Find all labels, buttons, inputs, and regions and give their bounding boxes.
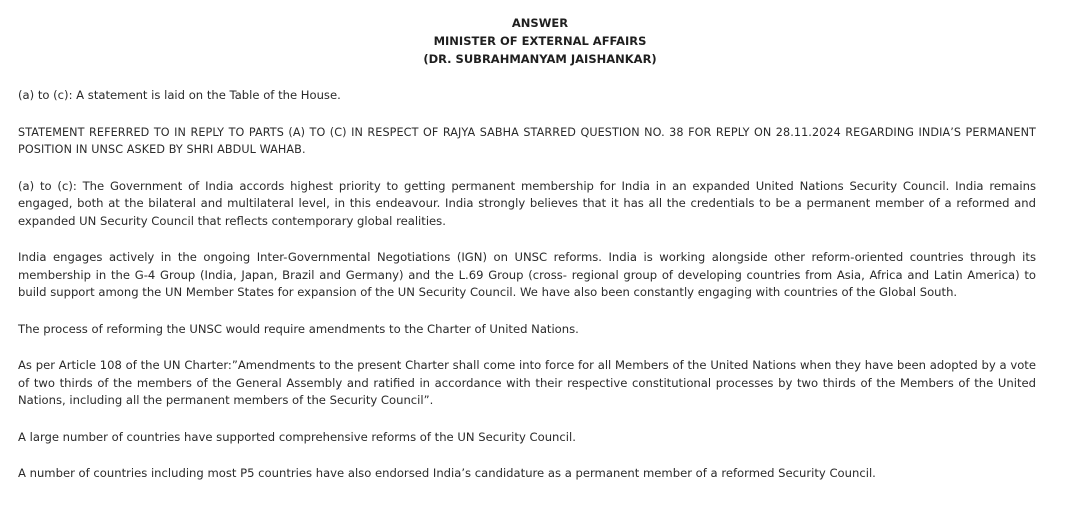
header-minister: MINISTER OF EXTERNAL AFFAIRS [433, 34, 647, 48]
header-minister-name: (DR. SUBRAHMANYAM JAISHANKAR) [423, 52, 657, 66]
answer-header [44, 14, 1036, 68]
body-paragraph-6: A number of countries including most P5 countries have also endorsed India’s candidature as a permanent member of a reformed Security Council. [18, 466, 876, 480]
body-paragraph-3: The process of reforming the UNSC would require amendments to the Charter of United Nations. [18, 321, 579, 336]
body-paragraph-5: A large number of countries have supported comprehensive reforms of the UN Security Council. [18, 429, 576, 444]
body-paragraph-2: India engages actively in the ongoing Inter-Governmental Negotiations (IGN) on UNSC reforms. India is working alongside other reform-oriented countries through its membership in the G-4 Group (India, Japan, Brazil and Germany) and the L.69 Group (cross- regional group of developing countries from Asia, Africa and Latin America) to build support among the UN Member States for expansion of the UN Security Council. We have also been constantly engaging with countries of the Global South. [18, 250, 1036, 299]
intro-paragraph: (a) to (c): A statement is laid on the Table of the House. [18, 88, 341, 102]
statement-reference-paragraph: STATEMENT REFERRED TO IN REPLY TO PARTS (A) TO (C) IN RESPECT OF RAJYA SABHA STARRED QUESTION NO. 38 FOR REPLY ON 28.11.2024 REGARDING INDIA’S PERMANENT POSITION IN UNSC ASKED BY SHRI ABDUL WAHAB. [18, 125, 1036, 156]
body-paragraph-1: (a) to (c): The Government of India accords highest priority to getting permanent membership for India in an expanded United Nations Security Council. India remains engaged, both at the bilateral and multilateral level, in this endeavour. India strongly believes that it has all the credentials to be a permanent member of a reformed and expanded UN Security Council that reflects contemporary global realities. [18, 178, 1036, 228]
body-paragraph-4: As per Article 108 of the UN Charter:”Amendments to the present Charter shall come into force for all Members of the United Nations when they have been adopted by a vote of two thirds of the members of the General Assembly and ratified in accordance with their respective constitutional processes by two thirds of the Members of the United Nations, including all the permanent members of the Security Council”. [18, 358, 1036, 407]
header-answer: ANSWER [511, 16, 569, 30]
